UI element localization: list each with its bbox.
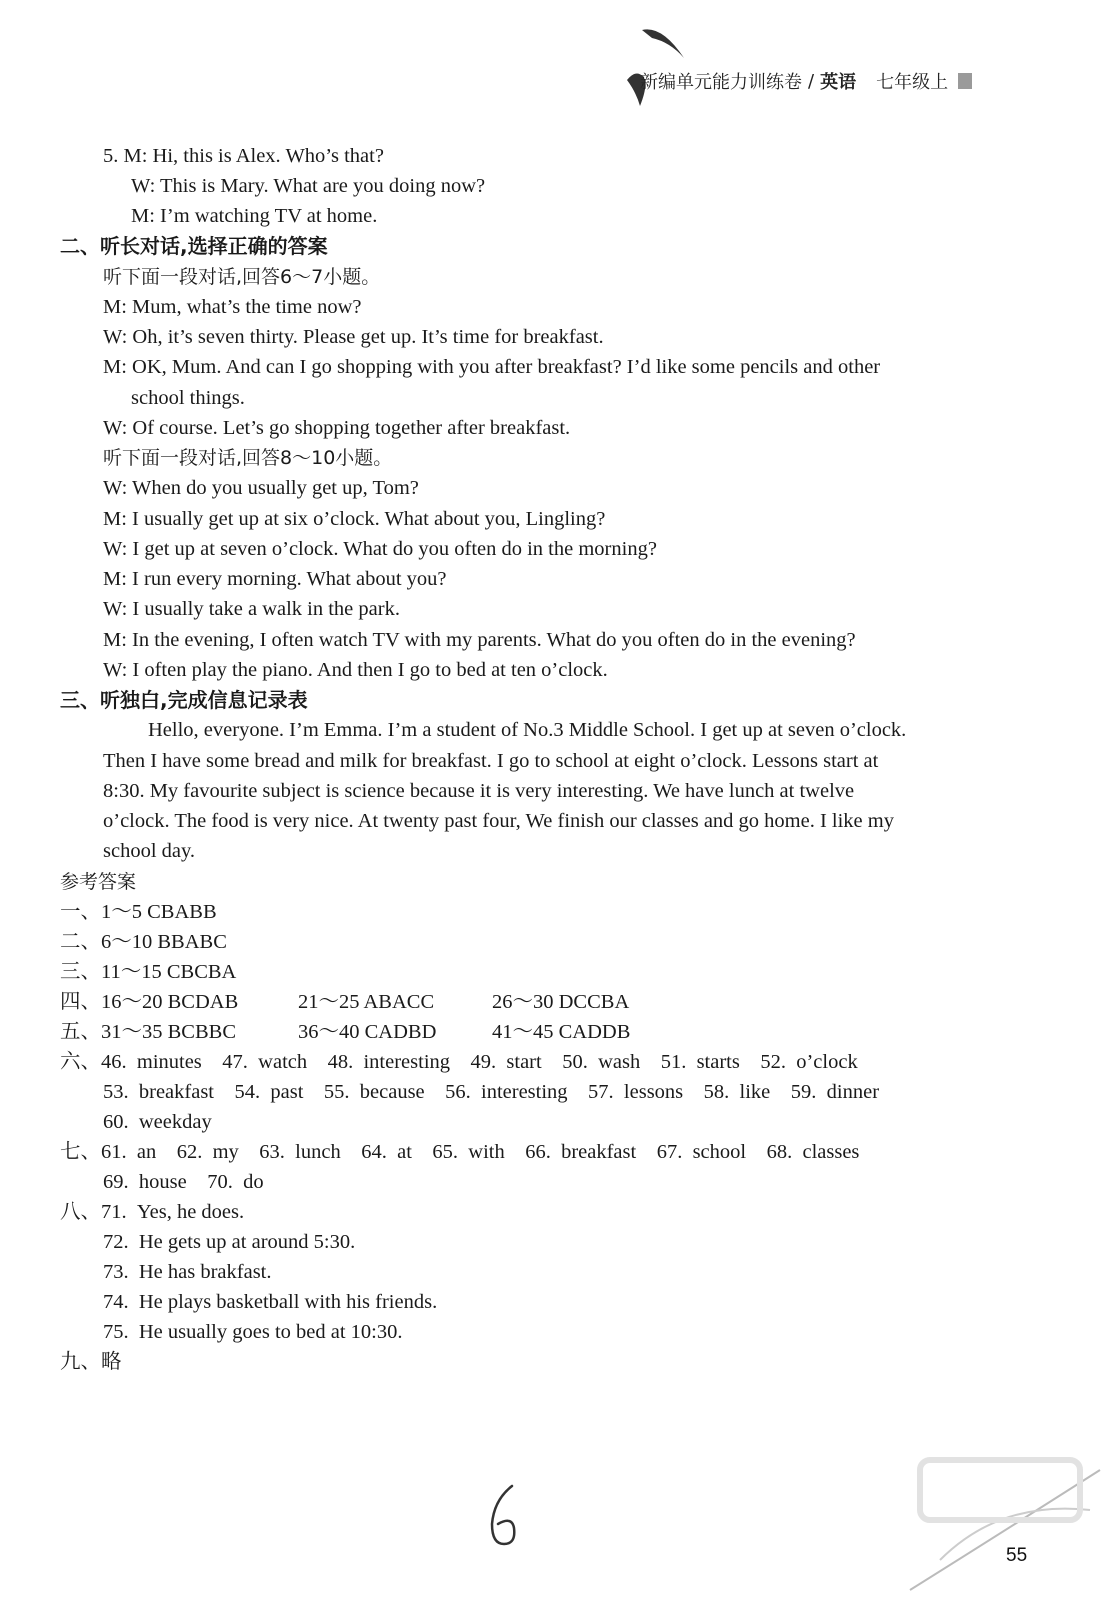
subject-label: 英语: [820, 72, 857, 93]
answer-line: 69. house 70. do: [103, 1171, 264, 1193]
dialogue-line: M: I usually get up at six o’clock. What about you, Lingling?: [103, 508, 606, 530]
dialogue-line: W: When do you usually get up, Tom?: [103, 477, 419, 499]
answer-line: 六、46. minutes 47. watch 48. interesting 49. start 50. wash 51. starts 52. o’clock: [60, 1051, 858, 1073]
handwritten-mark-icon: [484, 1480, 524, 1550]
section-title: 三、听独白,完成信息记录表: [60, 688, 308, 712]
answer-line: 八、71. Yes, he does.: [60, 1201, 245, 1223]
answer-line: 53. breakfast 54. past 55. because 56. interesting 57. lessons 58. like 59. dinner: [103, 1081, 880, 1103]
dialogue-line: 5. M: Hi, this is Alex. Who’s that?: [103, 145, 384, 167]
answer-line: 75. He usually goes to bed at 10:30.: [103, 1321, 403, 1343]
answer-line: 41～45 CADDB: [492, 1021, 631, 1043]
answer-line: 21～25 ABACC: [298, 991, 435, 1013]
monologue-line: o’clock. The food is very nice. At twenty past four, We finish our classes and go home. I like my: [103, 810, 894, 832]
answer-line: 74. He plays basketball with his friends.: [103, 1291, 438, 1313]
answer-line: 七、61. an 62. my 63. lunch 64. at 65. with 66. breakfast 67. school 68. classes: [60, 1141, 860, 1163]
monologue-line: Hello, everyone. I’m Emma. I’m a student of No.3 Middle School. I get up at seven o’clock.: [148, 719, 907, 741]
section-instruction: 听下面一段对话,回答8～10小题。: [103, 447, 393, 469]
dialogue-line: W: Of course. Let’s go shopping together after breakfast.: [103, 417, 571, 439]
answer-line: 60. weekday: [103, 1111, 212, 1133]
monologue-line: 8:30. My favourite subject is science because it is very interesting. We have lunch at twelve: [103, 780, 855, 802]
dialogue-line: M: I run every morning. What about you?: [103, 568, 447, 590]
dialogue-line: M: I’m watching TV at home.: [131, 205, 378, 227]
grade-label: 七年级上: [876, 72, 949, 93]
page-header: [640, 63, 1080, 99]
corner-block-icon: [958, 73, 972, 89]
page-number: 55: [1006, 1545, 1028, 1566]
section-title: 二、听长对话,选择正确的答案: [60, 234, 328, 258]
answer-line: 五、31～35 BCBBC: [60, 1021, 236, 1043]
answers-title: 参考答案: [60, 871, 137, 893]
header-separator: /: [808, 70, 815, 92]
watermark-icon: [880, 1440, 1110, 1600]
monologue-line: school day.: [103, 840, 196, 862]
series-title: 新编单元能力训练卷: [640, 72, 802, 93]
answer-line: 三、11～15 CBCBA: [60, 961, 237, 983]
section-instruction: 听下面一段对话,回答6～7小题。: [103, 266, 381, 288]
dialogue-line: W: Oh, it’s seven thirty. Please get up. It’s time for breakfast.: [103, 326, 604, 348]
dialogue-line: M: Mum, what’s the time now?: [103, 296, 362, 318]
answer-line: 四、16～20 BCDAB: [60, 991, 239, 1013]
answer-line: 72. He gets up at around 5:30.: [103, 1231, 356, 1253]
answer-line: 九、略: [60, 1351, 122, 1373]
dialogue-line: M: In the evening, I often watch TV with my parents. What do you often do in the evening?: [103, 629, 856, 651]
dialogue-line: W: I usually take a walk in the park.: [103, 598, 400, 620]
answer-line: 73. He has brakfast.: [103, 1261, 272, 1283]
dialogue-line: M: OK, Mum. And can I go shopping with you after breakfast? I’d like some pencils and other: [103, 356, 881, 378]
answer-line: 36～40 CADBD: [298, 1021, 437, 1043]
dialogue-line: school things.: [131, 387, 245, 409]
answer-line: 二、6～10 BBABC: [60, 931, 227, 953]
dialogue-line: W: I often play the piano. And then I go to bed at ten o’clock.: [103, 659, 608, 681]
dialogue-line: W: This is Mary. What are you doing now?: [131, 175, 486, 197]
answer-line: 一、1～5 CBABB: [60, 901, 217, 923]
monologue-line: Then I have some bread and milk for breakfast. I go to school at eight o’clock. Lessons start at: [103, 750, 879, 772]
answer-line: 26～30 DCCBA: [492, 991, 630, 1013]
dialogue-line: W: I get up at seven o’clock. What do you often do in the morning?: [103, 538, 657, 560]
